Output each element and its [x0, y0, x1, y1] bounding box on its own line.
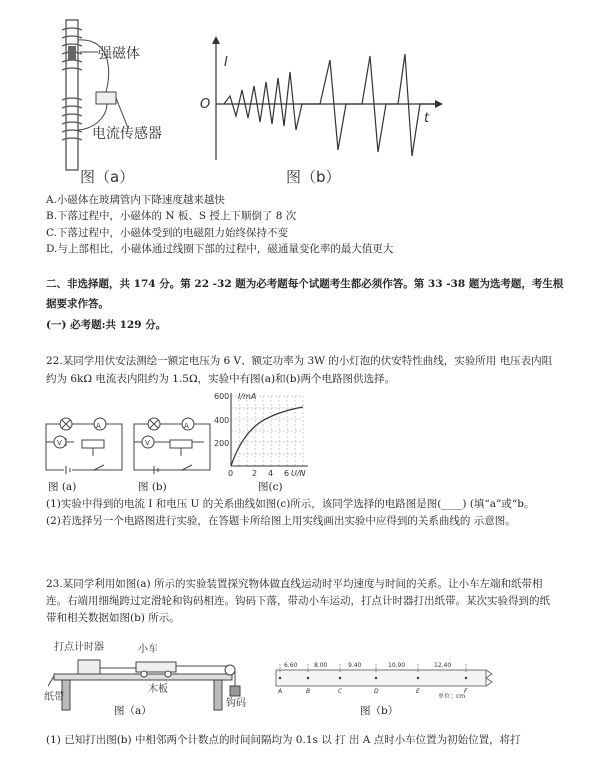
iv-curve — [231, 407, 303, 466]
figure-b-graph — [212, 36, 443, 160]
label-current-sensor: 电流传感器 — [92, 126, 162, 142]
tape-interval: 10.90 — [388, 662, 406, 669]
label-tape: 纸带 — [44, 692, 64, 703]
axis-i-label: I — [224, 55, 228, 70]
option-c: C.下落过程中，小磁体受到的电磁阻力始终保持不变 — [46, 227, 288, 239]
circuit-caption-b: 图 (b) — [138, 481, 167, 493]
q23-tape — [270, 660, 498, 700]
voltmeter-a-symbol: V — [57, 439, 62, 447]
graph-c-y-label: I/mA — [238, 392, 257, 401]
graph-c-y-tick: 600 — [214, 392, 230, 401]
section2-line2: 据要求作答。 — [46, 298, 109, 310]
label-timer: 打点计时器 — [54, 642, 104, 653]
top-figure — [40, 0, 460, 195]
axis-origin-label: O — [200, 97, 211, 112]
label-strong-magnet: 强磁体 — [98, 46, 140, 62]
q23-line2: 连。右端用细绳跨过定滑轮和钩码相连。钩码下落，带动小车运动，打点计时器打出纸带。某次实验得到的纸 — [46, 595, 550, 607]
tape-point: D — [374, 688, 379, 695]
voltmeter-b-symbol: V — [145, 439, 150, 447]
tape-interval: 6.60 — [284, 662, 298, 669]
answer-blank[interactable]: ____ — [441, 498, 463, 510]
circuit-caption-a: 图 (a) — [48, 481, 77, 493]
graph-c — [214, 390, 324, 482]
graph-c-x-label: U/N — [291, 469, 306, 478]
graph-caption-c: 图(c) — [258, 481, 283, 493]
q23-part1: (1) 已知打出图(b) 中相邻两个计数点的时间间隔均为 0.1s 以 打 出 A 点时小车位置为初始位置，将打 — [46, 734, 521, 746]
graph-c-x-tick: 2 — [252, 469, 258, 478]
option-a: A.小磁体在玻璃管内下降速度越来越快 — [46, 194, 225, 206]
graph-c-x-tick: 0 — [228, 469, 234, 478]
caption-figure-b: 图（b） — [286, 168, 341, 186]
q23-caption-a: 图（a） — [114, 705, 152, 717]
graph-c-y-tick: 200 — [214, 439, 230, 448]
graph-c-grid — [231, 396, 303, 466]
circuit-diagrams — [44, 410, 214, 490]
q22-line1: 22.某同学用伏安法测绘一额定电压为 6 V、额定功率为 3W 的小灯泡的伏安特性曲线，实验所用 电压表内阻 — [46, 355, 553, 367]
tape-interval: 9.40 — [348, 662, 362, 669]
tape-point: A — [278, 688, 283, 695]
tape-unit: 单位：cm — [438, 693, 466, 700]
section2-line1: 二、非选择题，共 174 分。第 22 -32 题为必考题每个试题考生都必须作答。第 33 -38 题为选考题，考生根 — [46, 278, 564, 290]
graph-c-x-tick: 6 — [284, 469, 290, 478]
q22-part1: (1)实验中得到的电流 I 和电压 U 的关系曲线如图(c)所示，该同学选择的电路图是图(____) (填“a”或“b。 — [46, 498, 535, 510]
option-d: D.与上部相比，小磁体通过线圈下部的过程中，磁通量变化率的最大值更大 — [46, 243, 394, 255]
label-car: 小车 — [138, 644, 158, 655]
tape-point: F — [464, 688, 468, 695]
graph-c-y-tick: 400 — [214, 416, 230, 425]
q22-part2: (2)若选择另一个电路图进行实验，在答题卡所给图上用实线画出实验中应得到的关系曲线的 示意图。 — [46, 515, 516, 527]
label-weight: 钩码 — [226, 698, 246, 709]
graph-c-x-tick: 4 — [268, 469, 274, 478]
tape-point: E — [416, 688, 420, 695]
caption-figure-a: 图（a） — [80, 168, 135, 186]
tape-interval: 12.40 — [434, 662, 452, 669]
ammeter-b-symbol: A — [184, 422, 189, 430]
axis-t-label: t — [424, 111, 430, 126]
label-board: 木板 — [148, 684, 168, 695]
option-b: B.下落过程中，小磁体的 N 板、S 授上下顺倒了 8 次 — [46, 210, 297, 222]
section2-subheading: (一) 必考题:共 129 分。 — [46, 319, 167, 331]
q23-caption-b: 图（b） — [360, 705, 399, 717]
figure-a-apparatus — [62, 20, 128, 170]
ammeter-a-symbol: A — [96, 422, 101, 430]
q22-line2: 约为 6kΩ 电流表内阻约为 1.5Ω，实验中有图(a)和(b)两个电路图供选择。 — [46, 373, 396, 385]
q23-line1: 23.某同学利用如图(a) 所示的实验装置探究物体做直线运动时平均速度与时间的关系。让小车左端和纸带相 — [46, 578, 543, 590]
tape-point: B — [306, 688, 311, 695]
tape-point: C — [338, 688, 343, 695]
q23-line3: 带和相关数据如图(b) 所示。 — [46, 612, 180, 624]
tape-interval: 8.00 — [314, 662, 328, 669]
